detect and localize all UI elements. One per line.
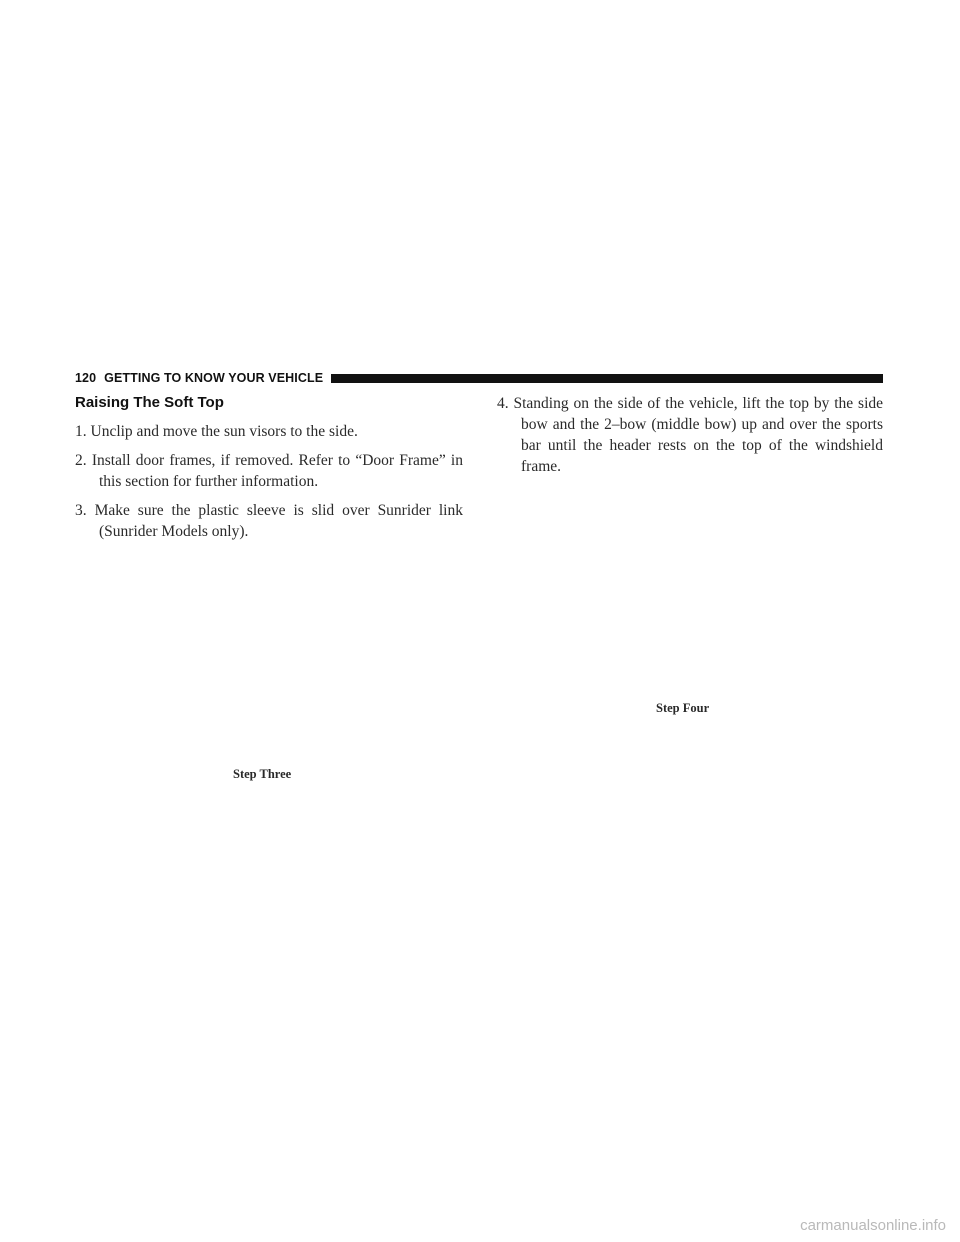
header-rule — [331, 374, 883, 383]
step-number: 1. — [75, 423, 87, 440]
section-title: Raising The Soft Top — [75, 394, 224, 411]
step-3 — [75, 500, 463, 542]
page-header — [75, 370, 883, 386]
step-text: Standing on the side of the vehicle, lift the top by the side bow and the 2–bow (middle bow) up and over the sports bar until the header rests on the top of the windshield frame. — [513, 395, 884, 475]
figure-caption-step-three: Step Three — [233, 767, 292, 781]
step-text: Install door frames, if removed. Refer to “Door Frame” in this section for further information. — [91, 452, 463, 490]
step-number: 4. — [497, 395, 509, 412]
step-4 — [497, 393, 883, 477]
right-column — [497, 393, 883, 485]
step-number: 3. — [75, 502, 87, 519]
chapter-title: GETTING TO KNOW YOUR VEHICLE — [104, 371, 324, 385]
watermark: carmanualsonline.info — [800, 1217, 946, 1234]
step-2 — [75, 450, 463, 492]
step-number: 2. — [75, 452, 87, 469]
step-text: Unclip and move the sun visors to the side. — [90, 423, 358, 440]
step-1 — [75, 421, 463, 442]
figure-caption-step-four: Step Four — [656, 701, 710, 715]
left-column — [75, 421, 463, 550]
step-text: Make sure the plastic sleeve is slid over Sunrider link (Sunrider Models only). — [94, 502, 463, 540]
page-number: 120 — [75, 371, 97, 385]
